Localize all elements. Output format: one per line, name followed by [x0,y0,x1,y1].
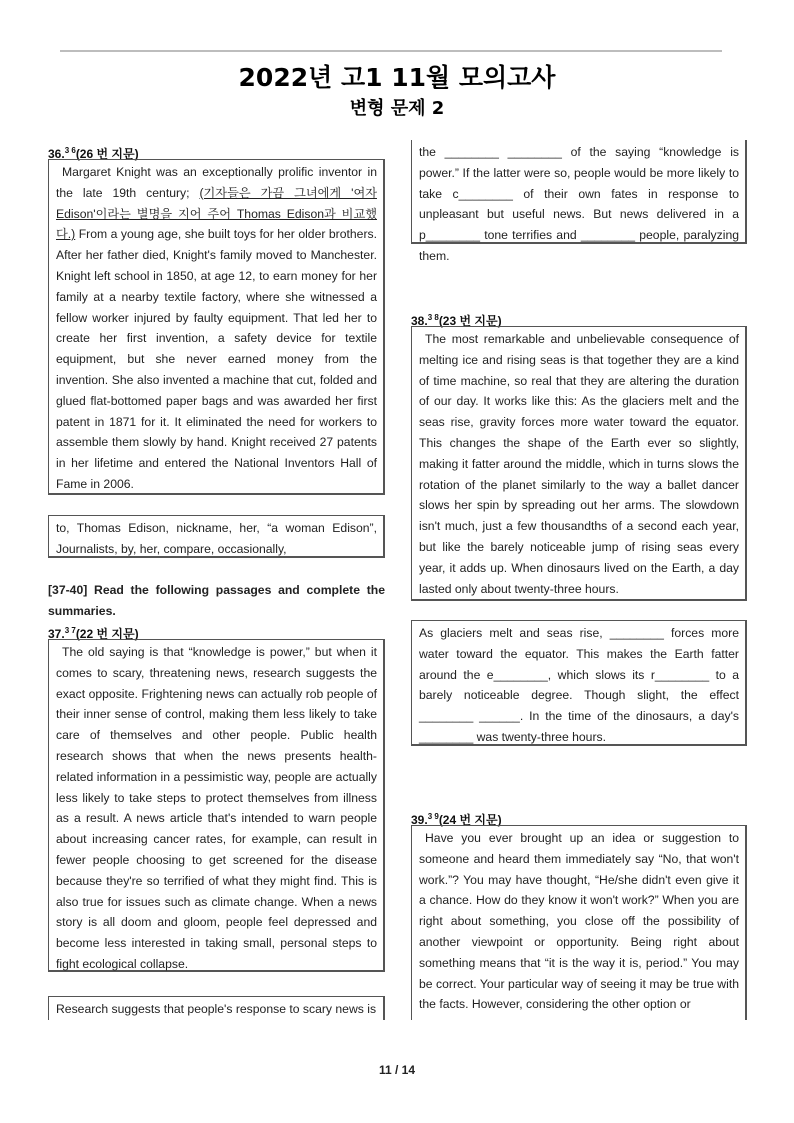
page-number: 11 / 14 [378,1063,416,1077]
page-subtitle: 변형 문제 2 [349,98,445,119]
q36-passage: Margaret Knight was an exceptionally prolific inventor in the late 19th century; (기자들은 가끔 그녀에게 '여자 Edison'이라는 별명을 지어 주어 Thomas Edison과 비교했다.) From a young age, she built toys for her older brothers. After her father died, Knight's family moved to Manchester. Knight left school in 1850, at age 12, to earn money for her family at a nearby textile factory, where she witnessed a fellow worker injured by faulty equipment. That led her to create her first invention, a safety device for textile equipment, but she never earned money from the invention. She also invented a machine that cut, folded and glued flat-bottomed paper bags and was awarded her first patent in 1871 for it. It eliminated the need for workers to assemble them slowly by hand. Knight received 27 patents in her lifetime and entered the National Inventors Hall of Fame in 2006. [48,159,385,495]
q37-summary-start: Research suggests that people's response to scary news is [48,996,385,1020]
q38-summary: As glaciers melt and seas rise, ________ forces more water toward the equator. This makes the Earth fatter around the e________, which slows its r________ to a barely noticeable degree. Though slight, the effect ________ ______. In the time of the dinosaurs, a day's ________ was twenty-three hours. [411,620,747,746]
header-rule [60,50,722,52]
q39-passage: Have you ever brought up an idea or suggestion to someone and heard them immediately say “No, that won't work.”? You may have thought, “He/she didn't even give it a chance. How do they know it won't work?” When you are right about something, you close off the possibility of another viewpoint or opportunity. Being right about something means that “it is the way it is, period.” You may be correct. Your particular way of seeing it may be true with the facts. However, considering the other option or [411,825,747,1020]
q39-header: 39.$^{3 9}$(24 번 지문) [411,812,502,827]
q36-word-bank: to, Thomas Edison, nickname, her, “a woman Edison”, Journalists, by, her, compare, occasionally, [48,515,385,558]
q36-header: 36.$^{3 6}$(26 번 지문) [48,146,139,161]
q38-passage: The most remarkable and unbelievable consequence of melting ice and rising seas is that together they are a kind of time machine, so real that they are altering the duration of our day. It works like this: As the glaciers melt and the seas rise, gravity forces more water toward the equator. This changes the shape of the Earth ever so slightly, making it fatter around the middle, which in turns slows the rotation of the planet similarly to the way a ballet dancer slows her spin by spreading out her arms. The slowdown isn't much, just a few thousandths of a second each year, but like the barely noticeable jump of rising seas every year, it adds up. When dinosaurs lived on the Earth, a day lasted only about twenty-three hours. [411,326,747,601]
page-title: 2022년 고1 11월 모의고사 [238,63,556,92]
q37-summary-continued: the ________ ________ of the saying “knowledge is power.” If the latter were so, people would be more likely to take c________ of their own fates in response to unpleasant but useful news. But news delivered in a p________ tone terrifies and ________ people, paralyzing them. [411,140,747,244]
q36-underlined-korean: (기자들은 가끔 그녀에게 '여자 Edison'이라는 별명을 지어 주어 Thomas Edison과 비교했다.) [56,185,377,242]
q37-header: 37.$^{3 7}$(22 번 지문) [48,626,139,641]
section-instruction: [37-40] Read the following passages and complete the summaries. [48,583,385,618]
q37-passage: The old saying is that “knowledge is power,” but when it comes to scary, threatening news, research suggests the exact opposite. Frightening news can actually rob people of their inner sense of control, making them less likely to take care of themselves and other people. Public health research shows that when the news presents health-related information in a pessimistic way, people are actually less likely to take steps to protect themselves from illness as a result. A news article that's intended to warn people about increasing cancer rates, for example, can result in fewer people choosing to get screened for the disease because they're so terrified of what they might find. This is also true for issues such as climate change. When a news story is all doom and gloom, people feel depressed and become less interested in taking small, personal steps to fight ecological collapse. [48,639,385,972]
q38-header: 38.$^{3 8}$(23 번 지문) [411,313,502,328]
